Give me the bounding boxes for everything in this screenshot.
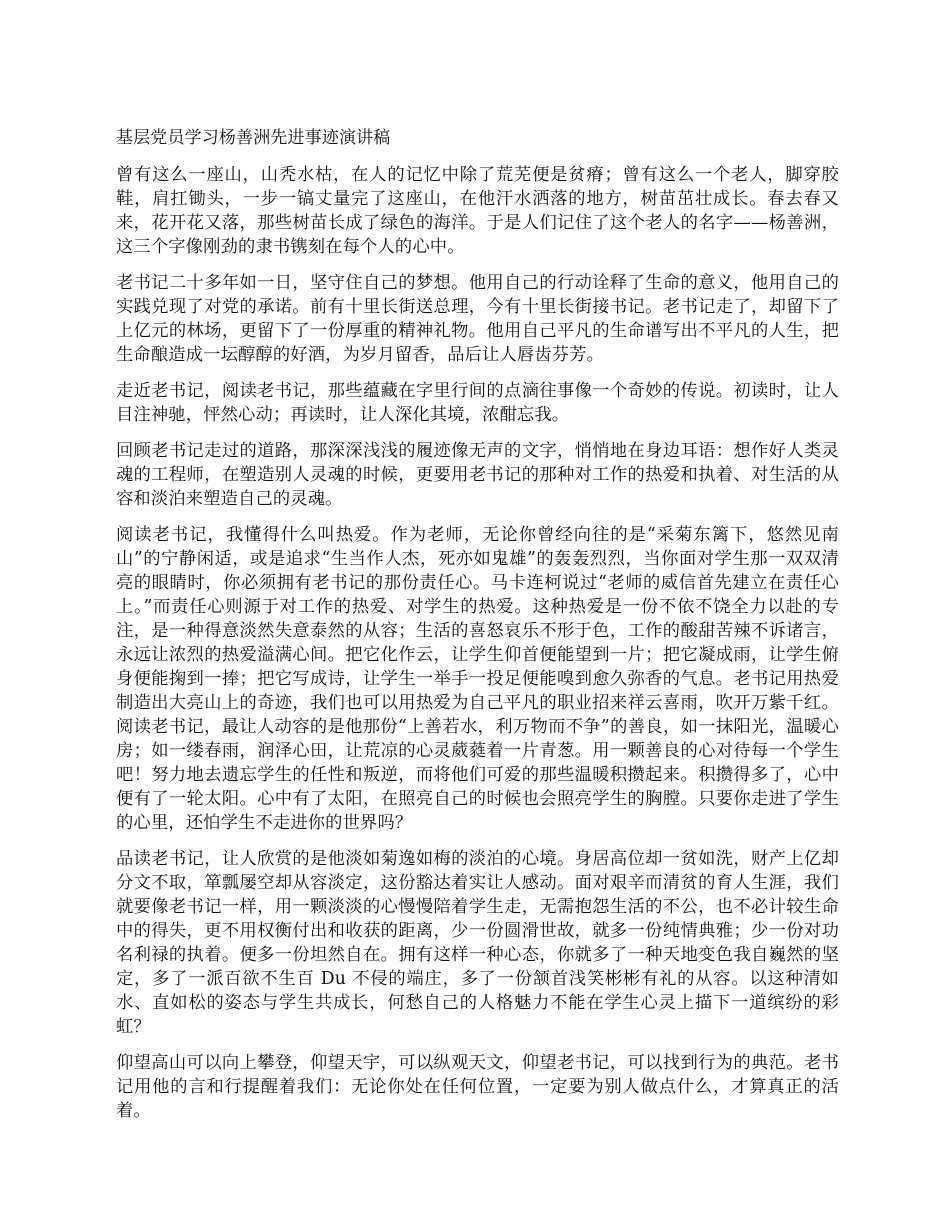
document-page	[116, 126, 839, 1135]
paragraph-1: 曾有这么一座山，山秃水枯，在人的记忆中除了荒芜便是贫瘠；曾有这么一个老人，脚穿胶鞋，肩扛锄头，一步一镐丈量完了这座山，在他汗水洒落的地方，树苗茁壮成长。春去春又来，花开花又落，那些树苗长成了绿色的海洋。于是人们记住了这个老人的名字——杨善洲，这三个字像刚劲的隶书镌刻在每个人的心中。	[116, 165, 839, 257]
paragraph-2: 老书记二十多年如一日，坚守住自己的梦想。他用自己的行动诠释了生命的意义，他用自己的实践兑现了对党的承诺。前有十里长街送总理，今有十里长街接书记。老书记走了，却留下了上亿元的林场，更留下了一份厚重的精神礼物。他用自己平凡的生命谱写出不平凡的人生，把生命酿造成一坛醇醇的好酒，为岁月留香，品后让人唇齿芬芳。	[116, 273, 839, 365]
document-title: 基层党员学习杨善洲先进事迹演讲稿	[116, 128, 391, 148]
paragraph-5: 阅读老书记，我懂得什么叫热爱。作为老师，无论你曾经向往的是“采菊东篱下，悠然见南山”的宁静闲适，或是追求“生当作人杰，死亦如鬼雄”的轰轰烈烈，当你面对学生那一双双清亮的眼睛时，你必须拥有老书记的那份责任心。马卡连柯说过“老师的威信首先建立在责任心上。”而责任心则源于对工作的热爱、对学生的热爱。这种热爱是一份不依不饶全力以赴的专注，是一种得意淡然失意泰然的从容；生活的喜怒哀乐不形于色，工作的酸甜苦辣不诉诸言，永远让浓烈的热爱溢满心间。把它化作云，让学生仰首便能望到一片；把它凝成雨，让学生俯身便能掬到一捧；把它写成诗，让学生一举手一投足便能嗅到愈久弥香的气息。老书记用热爱制造出大亮山上的奇迹，我们也可以用热爱为自己平凡的职业招来祥云喜雨，吹开万紫千红。阅读老书记，最让人动容的是他那份“上善若水，利万物而不争”的善良，如一抹阳光，温暖心房；如一缕春雨，润泽心田，让荒凉的心灵葳蕤着一片青葱。用一颗善良的心对待每一个学生吧！努力地去遗忘学生的任性和叛逆，而将他们可爱的那些温暖积攒起来。积攒得多了，心中便有了一轮太阳。心中有了太阳，在照亮自己的时候也会照亮学生的胸膛。只要你走进了学生的心里，还怕学生不走进你的世界吗？	[116, 525, 839, 833]
paragraph-6: 品读老书记，让人欣赏的是他淡如菊逸如梅的淡泊的心境。身居高位却一贫如洗，财产上亿却分文不取，箪瓢屡空却从容淡定，这份豁达着实让人感动。面对艰辛而清贫的育人生涯，我们就要像老书记一样，用一颗淡淡的心慢慢陪着学生走，无需抱怨生活的不公，也不必计较生命中的得失，更不用权衡付出和收获的距离，少一份圆滑世故，就多一份纯情典雅；少一份对功名利禄的执着。便多一份坦然自在。拥有这样一种心态，你就多了一种天地变色我自巍然的坚定，多了一派百欲不生百 Du 不侵的端庄，多了一份颔首浅笑彬彬有礼的从容。以这种清如水、直如松的姿态与学生共成长，何愁自己的人格魅力不能在学生心灵上描下一道缤纷的彩虹？	[116, 849, 839, 1037]
paragraph-7: 仰望高山可以向上攀登，仰望天宇，可以纵观天文，仰望老书记，可以找到行为的典范。老书记用他的言和行提醒着我们：无论你处在任何位置，一定要为别人做点什么，才算真正的活着。	[116, 1053, 839, 1121]
paragraph-3: 走近老书记，阅读老书记，那些蕴藏在字里行间的点滴往事像一个奇妙的传说。初读时，让人目注神驰，怦然心动；再读时，让人深化其境，浓酣忘我。	[116, 381, 839, 425]
paragraph-4: 回顾老书记走过的道路，那深深浅浅的履迹像无声的文字，悄悄地在身边耳语：想作好人类灵魂的工程师，在塑造别人灵魂的时候，更要用老书记的那种对工作的热爱和执着、对生活的从容和淡泊来塑造自己的灵魂。	[116, 441, 839, 509]
